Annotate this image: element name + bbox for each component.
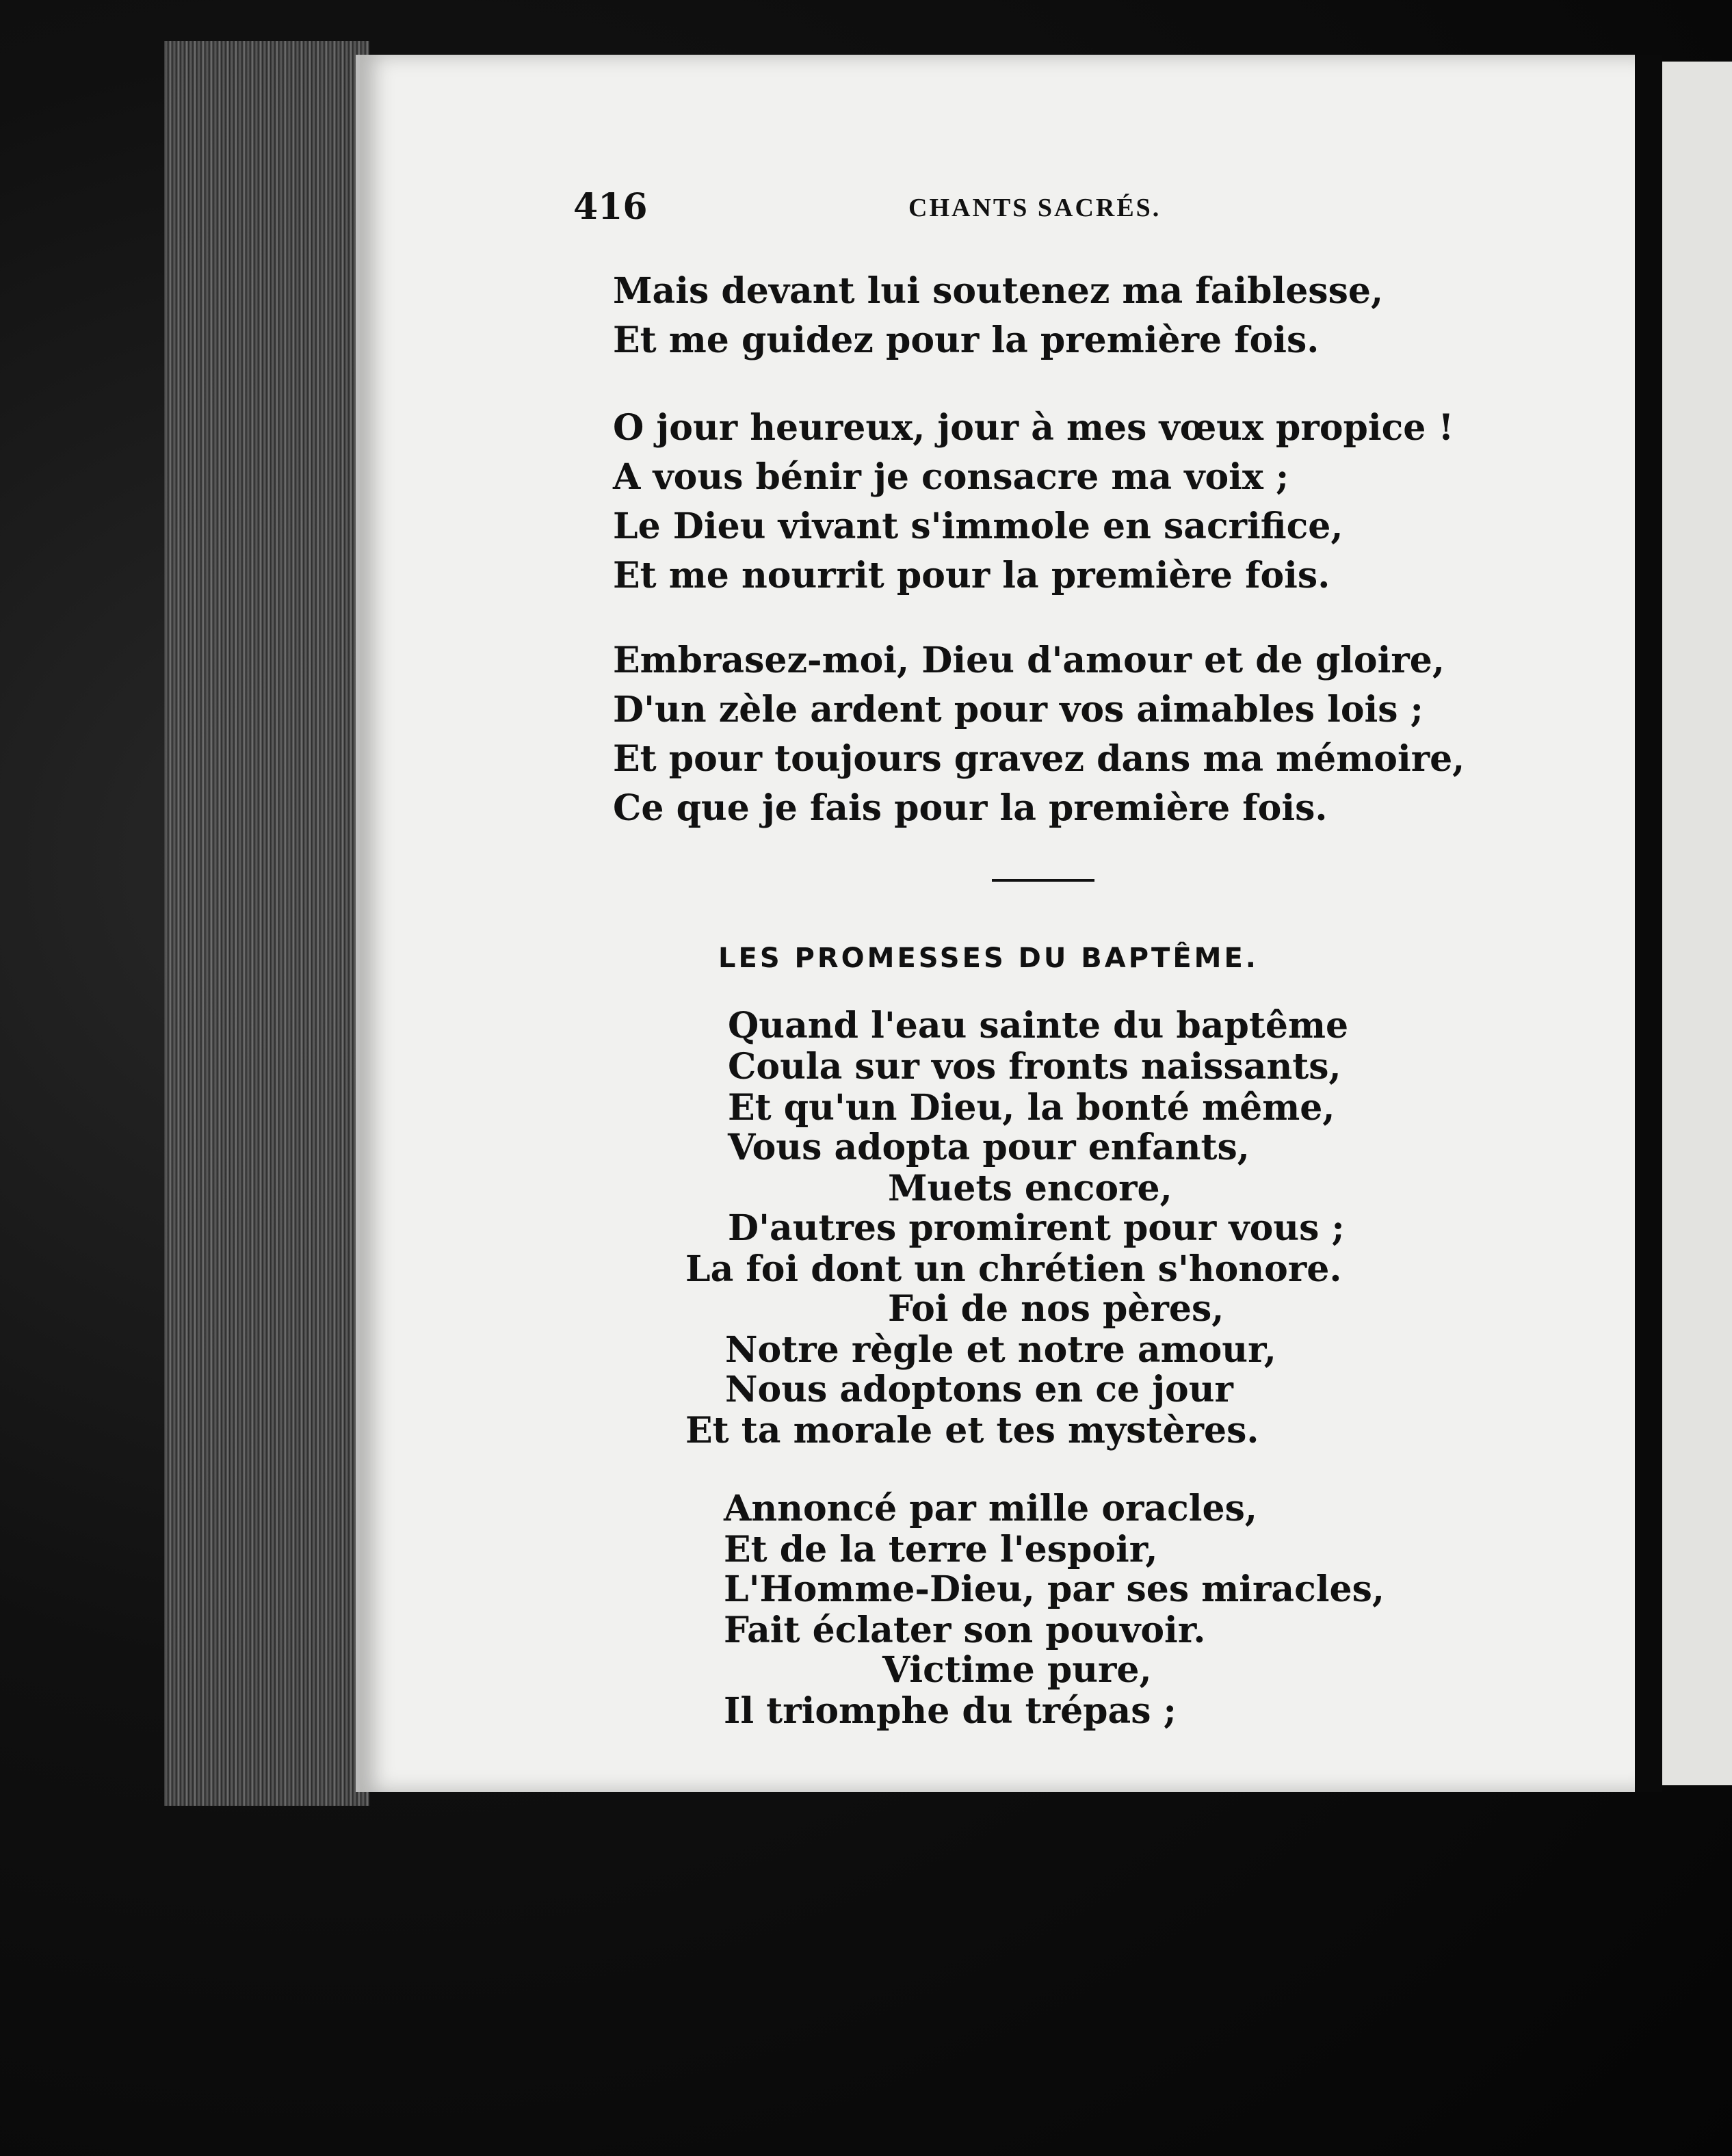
verse-line: Et pour toujours gravez dans ma mémoire,	[613, 738, 1465, 780]
verse-line: Et qu'un Dieu, la bonté même,	[728, 1087, 1335, 1129]
verse-line: Le Dieu vivant s'immole en sacrifice,	[613, 505, 1343, 547]
verse-line: Coula sur vos fronts naissants,	[728, 1046, 1341, 1088]
verse-line: Et me nourrit pour la première fois.	[613, 555, 1330, 596]
verse-line: D'autres promirent pour vous ;	[728, 1207, 1345, 1249]
verse-line: La foi dont un chrétien s'honore.	[685, 1248, 1342, 1290]
running-head: CHANTS SACRÉS.	[908, 194, 1162, 222]
verse-line: Fait éclater son pouvoir.	[724, 1609, 1206, 1651]
page-header	[573, 186, 1216, 234]
verse-line: L'Homme-Dieu, par ses miracles,	[724, 1568, 1385, 1610]
book-page-edges	[164, 41, 369, 1806]
verse-line: Embrasez-moi, Dieu d'amour et de gloire,	[613, 640, 1445, 681]
book-gutter	[1635, 55, 1662, 1792]
verse-line: Et de la terre l'espoir,	[724, 1529, 1158, 1570]
verse-line: Foi de nos pères,	[888, 1288, 1224, 1330]
verse-line: Muets encore,	[888, 1168, 1172, 1209]
verse-line: Vous adopta pour enfants,	[728, 1127, 1250, 1168]
verse-line: Nous adoptons en ce jour	[725, 1369, 1233, 1410]
verse-line: Il triomphe du trépas ;	[724, 1690, 1177, 1732]
verse-line: Mais devant lui soutenez ma faiblesse,	[613, 270, 1384, 312]
section-divider	[992, 879, 1094, 882]
verse-line: Quand l'eau sainte du baptême	[728, 1005, 1349, 1047]
verse-line: Annoncé par mille oracles,	[724, 1488, 1257, 1529]
section-title: LES PROMESSES DU BAPTÊME.	[718, 943, 1259, 974]
verse-line: Ce que je fais pour la première fois.	[613, 787, 1328, 829]
verse-line: Notre règle et notre amour,	[725, 1329, 1276, 1371]
verse-line: O jour heureux, jour à mes vœux propice !	[613, 407, 1454, 449]
verse-line: D'un zèle ardent pour vos aimables lois ;	[613, 689, 1423, 731]
verse-line: Et ta morale et tes mystères.	[685, 1410, 1259, 1451]
verse-line: Victime pure,	[882, 1649, 1152, 1691]
verse-line: A vous bénir je consacre ma voix ;	[613, 456, 1289, 498]
facing-page-edge	[1662, 62, 1732, 1785]
page-number: 416	[573, 186, 648, 228]
verse-line: Et me guidez pour la première fois.	[613, 319, 1320, 361]
